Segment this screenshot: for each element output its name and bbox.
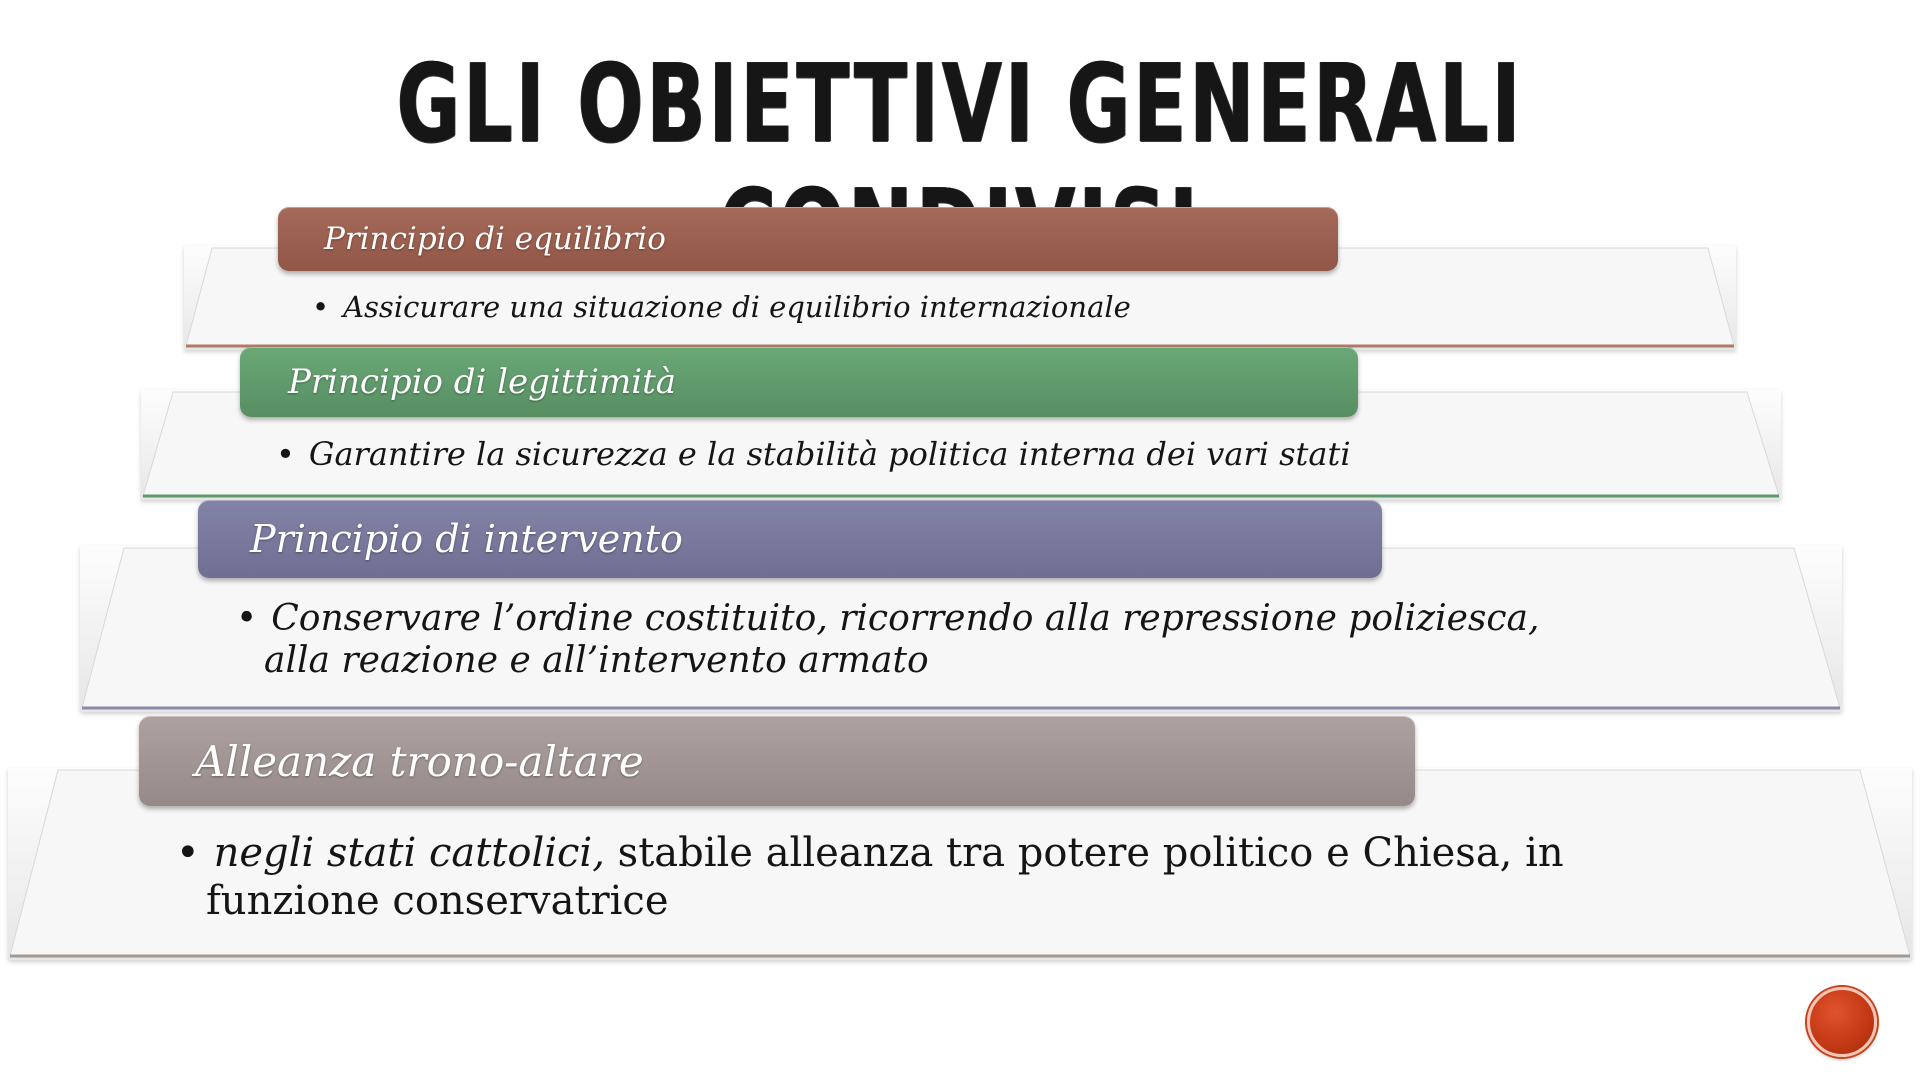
section-heading-label: Principio di legittimità <box>288 362 677 402</box>
slide-title: GLI OBIETTIVI GENERALI <box>396 42 1524 167</box>
section-bullet-trono-altare: • negli stati cattolici, stabile alleanza tra potere politico e Chiesa, in funzione conservatrice <box>176 830 1564 924</box>
bullet-dot-icon: • <box>312 290 330 324</box>
next-slide-button[interactable] <box>1807 987 1877 1057</box>
section-heading-equilibrio <box>278 207 1338 271</box>
section-heading-label: Alleanza trono-altare <box>195 736 644 786</box>
section-bullet-intervento: • Conservare l’ordine costituito, ricorrendo alla repressione poliziesca, alla reazione e all’intervento armato <box>236 598 1540 681</box>
section-heading-label: Principio di equilibrio <box>324 221 666 257</box>
bullet-dot-icon: • <box>236 598 258 639</box>
section-bullet-equilibrio: • Assicurare una situazione di equilibrio internazionale <box>312 290 1131 324</box>
section-heading-intervento <box>198 500 1382 578</box>
bullet-dot-icon: • <box>276 435 295 473</box>
section-heading-label: Principio di intervento <box>250 517 683 561</box>
section-heading-trono-altare <box>139 716 1415 806</box>
section-heading-legittimita <box>240 347 1358 417</box>
bullet-dot-icon: • <box>176 830 200 876</box>
section-bullet-legittimita: • Garantire la sicurezza e la stabilità politica interna dei vari stati <box>276 435 1351 473</box>
